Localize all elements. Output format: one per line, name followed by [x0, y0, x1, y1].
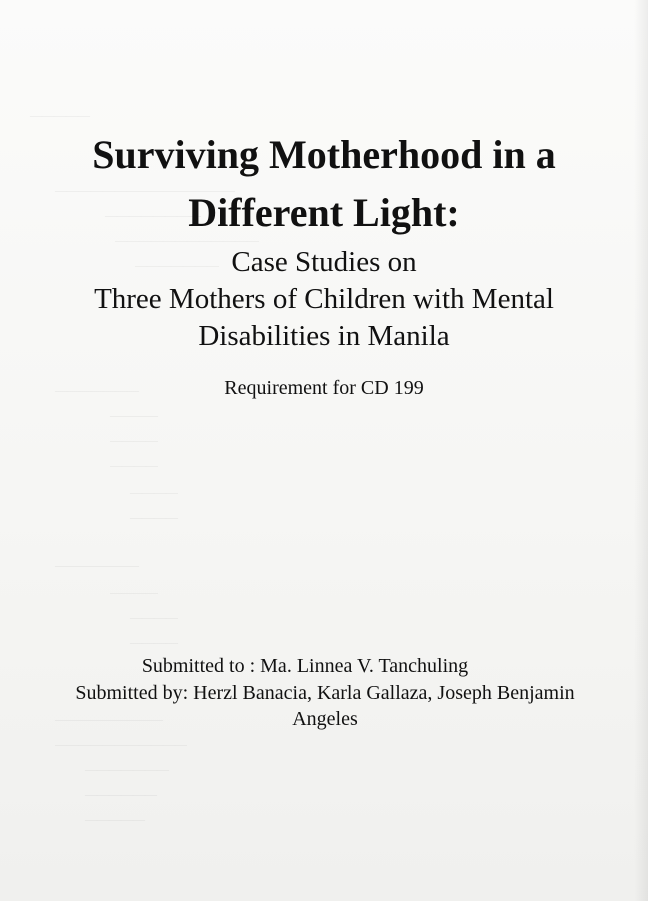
title-line-2: Different Light: [188, 190, 460, 235]
bleed-through-background: ————— ——————————————— ———————— ———————————— ——————— ——————— ———— ———— ———— ———— ———— ——————— ———— ———— ———— ————————— ——————————— ——————— —————— ————— [30, 108, 259, 826]
course-requirement: Requirement for CD 199 [224, 377, 424, 399]
submitted-by-line-1: Submitted by: Herzl Banacia, Karla Gallaza, Joseph Benjamin [75, 682, 575, 704]
submitted-to: Submitted to : Ma. Linnea V. Tanchuling [141, 655, 469, 677]
submitted-by-line-2: Angeles [292, 708, 358, 730]
document-title [0, 126, 648, 242]
subtitle-line-1: Case Studies on [231, 246, 417, 278]
title-line-1: Surviving Motherhood in a [92, 132, 556, 177]
document-subtitle [0, 244, 648, 355]
subtitle-line-2: Three Mothers of Children with Mental [94, 283, 554, 315]
submitted-by [20, 680, 630, 732]
subtitle-line-3: Disabilities in Manila [198, 320, 450, 352]
